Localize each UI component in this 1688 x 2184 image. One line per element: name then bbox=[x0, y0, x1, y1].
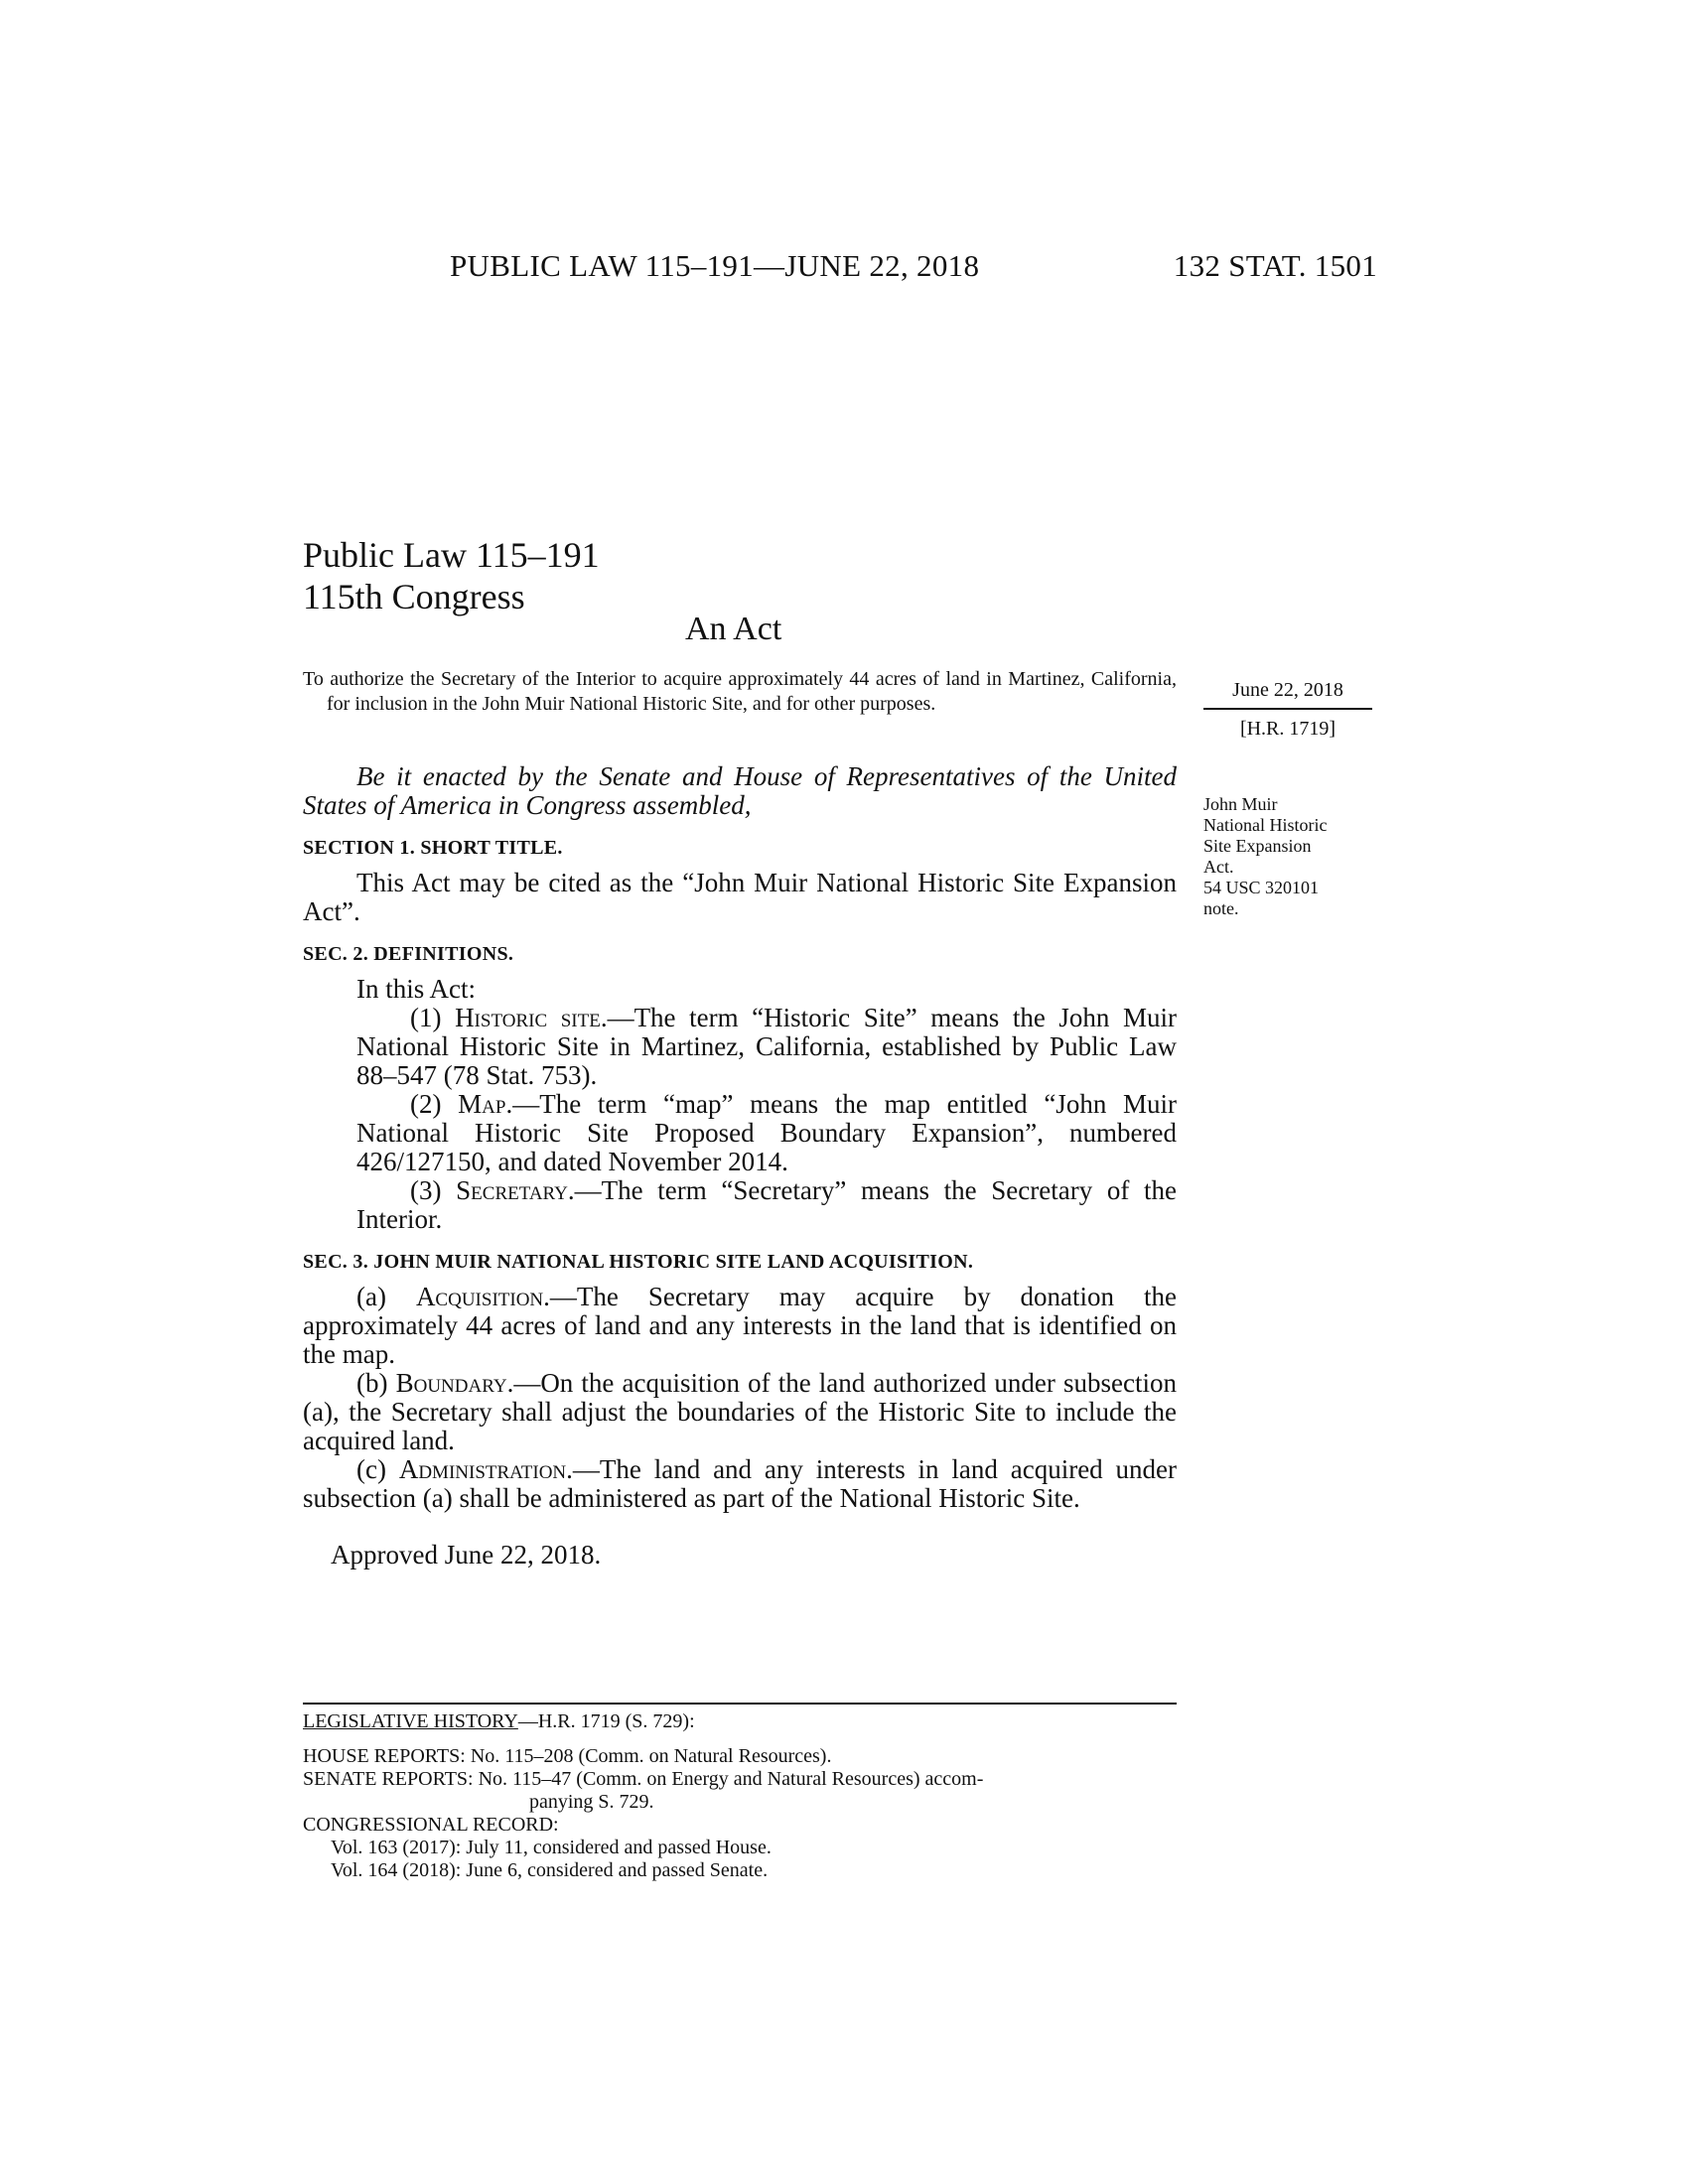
legislative-history bbox=[303, 1703, 1177, 1882]
subsection-paragraph bbox=[303, 1369, 1177, 1455]
definition-paragraph bbox=[303, 1090, 1177, 1176]
definition-text: .—The term “Historic Site” means the John Muir National Historic Site in Martinez, California, established by Public Law 88–547 (78 Stat. 753). bbox=[356, 1003, 1178, 1090]
running-head-stat-page: 132 STAT. 1501 bbox=[1173, 248, 1377, 283]
enactment-date: June 22, 2018 bbox=[1203, 679, 1372, 710]
definition-paragraph bbox=[303, 1176, 1177, 1234]
definition-text: .—The term “Secretary” means the Secretary of the Interior. bbox=[356, 1175, 1178, 1234]
margin-note bbox=[1203, 794, 1387, 919]
senate-reports-continued: panying S. 729. bbox=[529, 1791, 654, 1813]
approval-line: Approved June 22, 2018. bbox=[331, 1540, 602, 1570]
act-body bbox=[303, 762, 1177, 1570]
section-2-heading: SEC. 2. DEFINITIONS. bbox=[303, 943, 514, 965]
purpose-statement: To authorize the Secretary of the Interior to acquire approximately 44 acres of land in Martinez, California, for inclusion in the John Muir National Historic Site, and for other purposes. bbox=[303, 668, 1177, 715]
congressional-record-heading: CONGRESSIONAL RECORD: bbox=[303, 1814, 559, 1836]
paragraph-number: (2) bbox=[410, 1089, 459, 1119]
running-head-law: PUBLIC LAW 115–191—JUNE 22, 2018 bbox=[450, 248, 980, 283]
subsection-text: .—The Secretary may acquire by donation the approximately 44 acres of land and any interests in the land that is identified on the map. bbox=[303, 1282, 1177, 1369]
bill-number: [H.R. 1719] bbox=[1239, 718, 1336, 740]
public-law-number: Public Law 115–191 bbox=[303, 535, 600, 575]
congressional-record-entry: Vol. 163 (2017): July 11, considered and passed House. bbox=[331, 1837, 772, 1858]
an-act-heading: An Act bbox=[685, 611, 782, 647]
defined-term: Historic site bbox=[455, 1003, 601, 1032]
definition-paragraph bbox=[303, 1004, 1177, 1090]
section-1-text: This Act may be cited as the “John Muir National Historic Site Expansion Act”. bbox=[303, 868, 1177, 926]
subsection-text: .—On the acquisition of the land authorized under subsection (a), the Secretary shall adjust the boundaries of the Historic Site to include the acquired land. bbox=[303, 1368, 1177, 1455]
legislative-history-bill: —H.R. 1719 (S. 729): bbox=[517, 1710, 695, 1732]
congress-number: 115th Congress bbox=[303, 577, 525, 616]
margin-note-line: note. bbox=[1203, 898, 1239, 918]
subsection-heading: Boundary bbox=[395, 1368, 507, 1398]
footnote-divider bbox=[303, 1703, 1177, 1705]
paragraph-number: (1) bbox=[410, 1003, 456, 1032]
margin-note-line: Act. bbox=[1203, 857, 1234, 877]
paragraph-number: (3) bbox=[410, 1175, 457, 1205]
subsection-letter: (a) bbox=[356, 1282, 416, 1311]
section-3-heading: SEC. 3. JOHN MUIR NATIONAL HISTORIC SITE LAND ACQUISITION. bbox=[303, 1251, 974, 1273]
definition-text: .—The term “map” means the map entitled “John Muir National Historic Site Proposed Boundary Expansion”, numbered 426/127150, and dated November 2014. bbox=[356, 1089, 1177, 1176]
margin-note-line: 54 USC 320101 bbox=[1203, 878, 1320, 897]
margin-note-line: National Historic bbox=[1203, 815, 1328, 835]
congressional-record-entry: Vol. 164 (2018): June 6, considered and passed Senate. bbox=[331, 1859, 769, 1881]
subsection-paragraph bbox=[303, 1455, 1177, 1513]
law-title-block bbox=[303, 534, 600, 617]
section-1-heading: SECTION 1. SHORT TITLE. bbox=[303, 837, 563, 859]
enactment-date-box bbox=[1203, 679, 1372, 741]
subsection-letter: (b) bbox=[356, 1368, 396, 1398]
defined-term: Map bbox=[458, 1089, 506, 1119]
senate-reports: SENATE REPORTS: No. 115–47 (Comm. on Energy and Natural Resources) accom- bbox=[303, 1768, 984, 1790]
subsection-text: .—The land and any interests in land acquired under subsection (a) shall be administered as part of the National Historic Site. bbox=[303, 1454, 1177, 1513]
house-reports: HOUSE REPORTS: No. 115–208 (Comm. on Natural Resources). bbox=[303, 1745, 832, 1767]
legislative-history-heading bbox=[303, 1710, 1177, 1733]
legislative-history-label: LEGISLATIVE HISTORY bbox=[303, 1710, 518, 1732]
section-2-intro: In this Act: bbox=[356, 974, 476, 1004]
enacting-clause: Be it enacted by the Senate and House of Representatives of the United States of America in Congress assembled, bbox=[303, 761, 1177, 820]
subsection-heading: Acquisition bbox=[415, 1282, 544, 1311]
defined-term: Secretary bbox=[456, 1175, 568, 1205]
margin-note-line: Site Expansion bbox=[1203, 836, 1312, 856]
margin-note-line: John Muir bbox=[1203, 794, 1278, 814]
subsection-paragraph bbox=[303, 1283, 1177, 1369]
subsection-letter: (c) bbox=[356, 1454, 399, 1484]
subsection-heading: Administration bbox=[398, 1454, 567, 1484]
